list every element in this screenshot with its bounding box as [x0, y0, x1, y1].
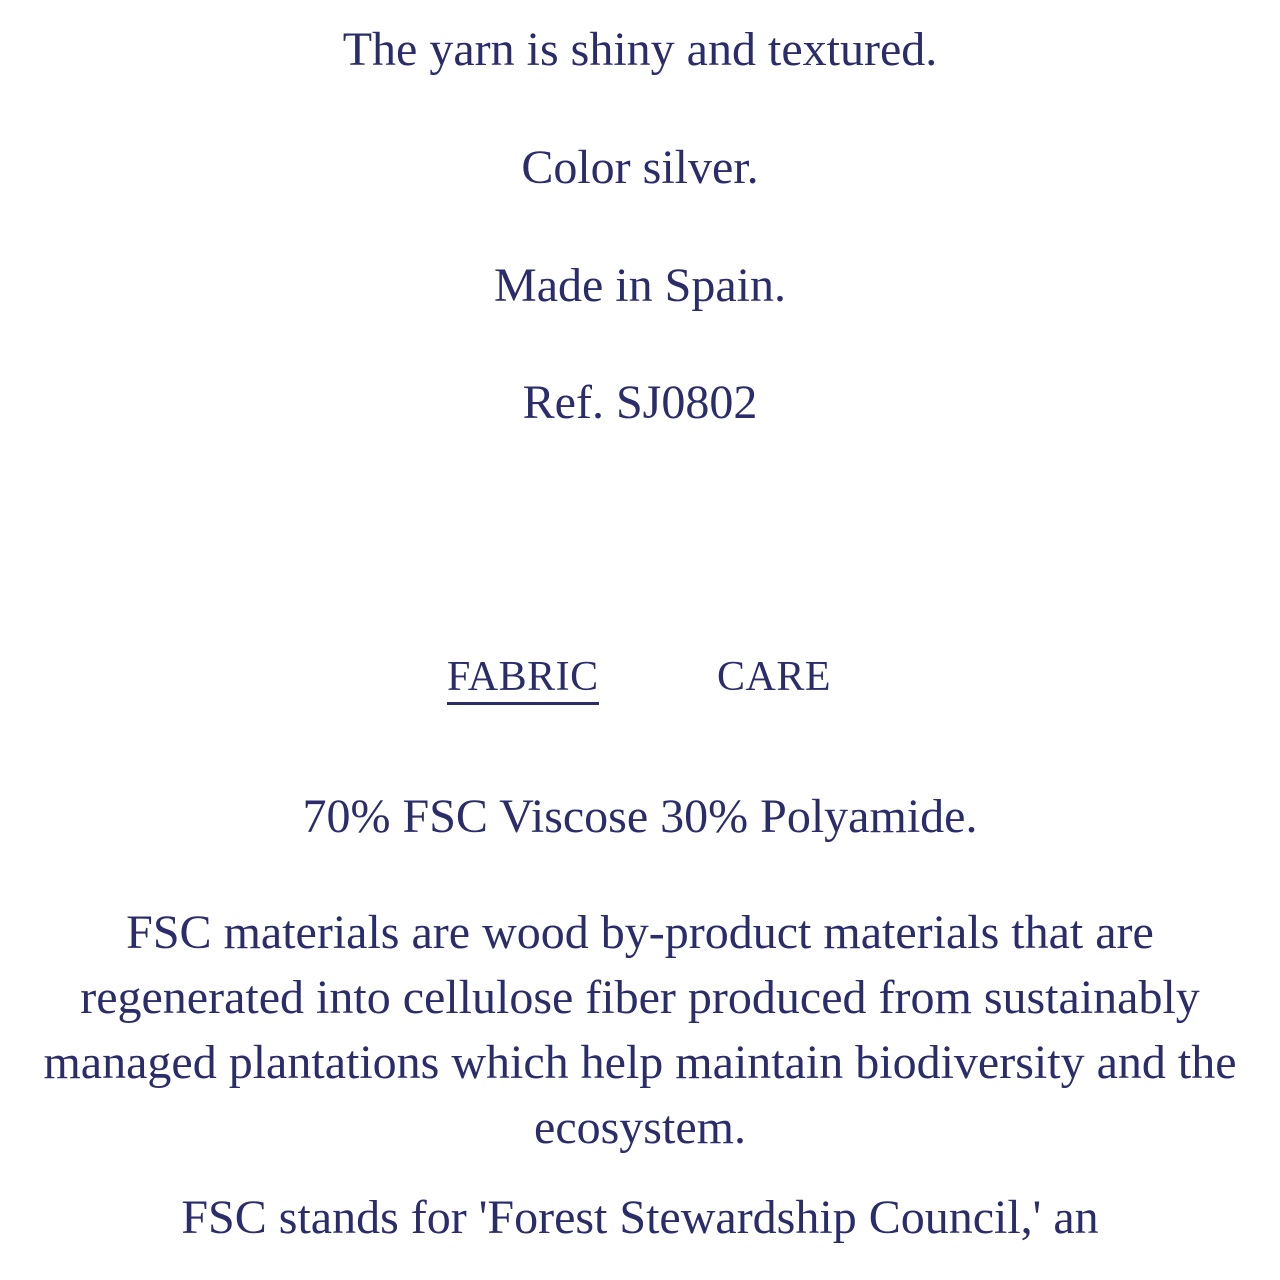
fabric-composition: 70% FSC Viscose 30% Polyamide.: [302, 790, 978, 843]
yarn-description: The yarn is shiny and textured.: [342, 23, 938, 76]
details-tabs: [0, 652, 1280, 708]
tab-fabric[interactable]: FABRIC: [447, 652, 599, 705]
reference-code: Ref. SJ0802: [522, 376, 758, 429]
color-description: Color silver.: [521, 141, 759, 194]
tab-care[interactable]: CARE: [717, 654, 832, 700]
fsc-definition-text: FSC stands for 'Forest Stewardship Council,' an: [181, 1191, 1099, 1244]
origin-description: Made in Spain.: [494, 259, 786, 312]
fsc-materials-text: FSC materials are wood by-product materials that are regenerated into cellulose fiber produced from sustainably managed plantations which help maintain biodiversity and the ecosystem.: [43, 906, 1237, 1154]
